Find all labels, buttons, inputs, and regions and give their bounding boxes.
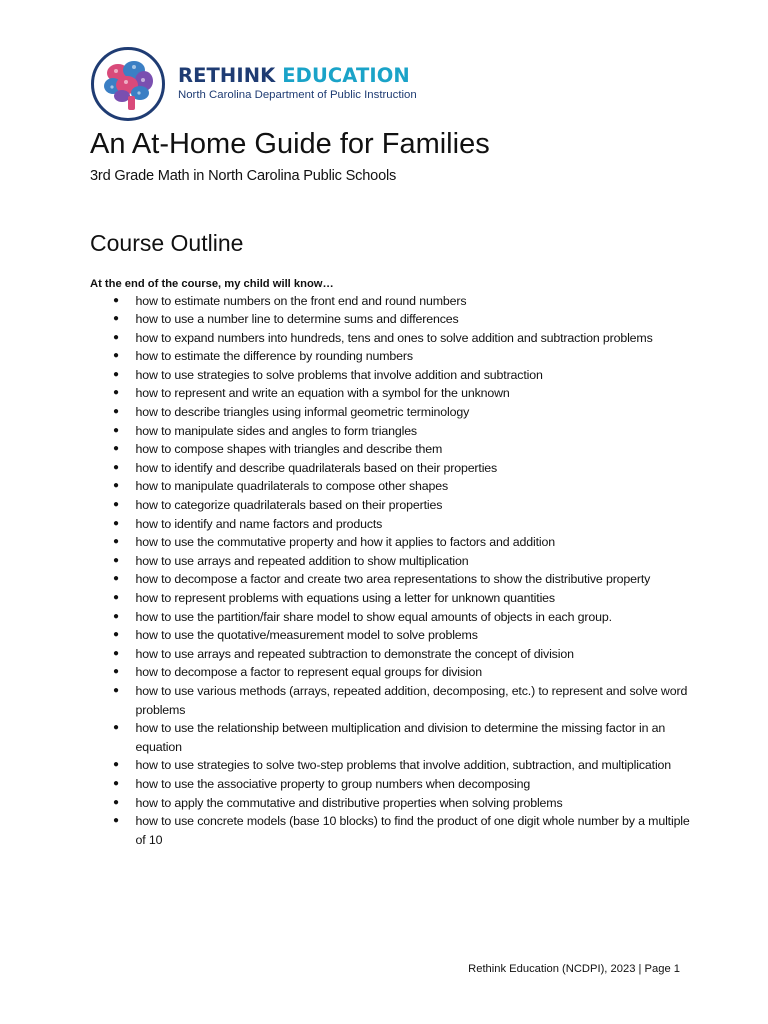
brand-name	[178, 64, 417, 88]
list-item-text: how to use a number line to determine sums and differences	[135, 312, 459, 327]
list-item	[90, 477, 690, 496]
page-footer: Rethink Education (NCDPI), 2023 | Page 1	[468, 963, 680, 975]
brain-icon	[90, 46, 166, 122]
list-item	[90, 440, 690, 459]
bullet-icon: ●	[113, 815, 119, 827]
brand-block	[178, 64, 417, 102]
list-item-text: how to use the quotative/measurement model to solve problems	[135, 628, 478, 643]
list-item-text: how to use arrays and repeated addition to show multiplication	[135, 553, 469, 568]
bullet-icon: ●	[113, 573, 119, 585]
list-item-text: how to use the commutative property and how it applies to factors and addition	[135, 535, 555, 550]
list-item	[90, 645, 690, 664]
list-item-text: how to decompose a factor to represent equal groups for division	[135, 665, 482, 680]
bullet-icon: ●	[113, 443, 119, 455]
bullet-icon: ●	[113, 536, 119, 548]
list-item	[90, 775, 690, 794]
list-item	[90, 459, 690, 478]
list-item-text: how to use arrays and repeated subtraction to demonstrate the concept of division	[135, 646, 574, 661]
bullet-icon: ●	[113, 480, 119, 492]
bullet-icon: ●	[113, 666, 119, 678]
list-item	[90, 329, 690, 348]
list-item-text: how to use the partition/fair share model to show equal amounts of objects in each group.	[135, 609, 612, 624]
bullet-icon: ●	[113, 424, 119, 436]
list-item-text: how to estimate the difference by rounding numbers	[135, 349, 413, 364]
list-item	[90, 403, 690, 422]
list-item-text: how to compose shapes with triangles and describe them	[135, 442, 443, 457]
bullet-icon: ●	[113, 592, 119, 603]
brand-name-part1: RETHINK	[178, 64, 276, 87]
list-item	[90, 626, 690, 645]
bullet-icon: ●	[113, 796, 119, 808]
list-item-text: how to use the relationship between multiplication and division to determine the missing factor in an equation	[135, 721, 666, 754]
list-item-text: how to expand numbers into hundreds, tens and ones to solve addition and subtraction problems	[135, 330, 653, 345]
list-item-text: how to identify and describe quadrilaterals based on their properties	[135, 460, 498, 475]
lead-text: At the end of the course, my child will know…	[90, 278, 334, 290]
bullet-icon: ●	[113, 684, 119, 696]
bullet-icon: ●	[113, 777, 119, 789]
list-item-text: how to apply the commutative and distributive properties when solving problems	[135, 795, 563, 810]
list-item-text: how to decompose a factor and create two area representations to show the distributive property	[135, 572, 651, 587]
list-item-text: how to identify and name factors and products	[135, 516, 383, 531]
list-item-text: how to use concrete models (base 10 blocks) to find the product of one digit whole number by a multiple of 10	[135, 814, 690, 847]
list-item	[90, 292, 690, 311]
bullet-icon: ●	[113, 294, 119, 306]
list-item	[90, 496, 690, 515]
bullet-icon: ●	[113, 368, 119, 380]
list-item-text: how to estimate numbers on the front end and round numbers	[135, 293, 467, 308]
list-item	[90, 310, 690, 329]
list-item	[90, 384, 690, 403]
bullet-icon: ●	[113, 406, 119, 418]
list-item-text: how to use various methods (arrays, repeated addition, decomposing, etc.) to represent and solve word problems	[135, 683, 688, 717]
bullet-icon: ●	[113, 499, 119, 511]
list-item	[90, 422, 690, 441]
page-title: An At-Home Guide for Families	[90, 128, 490, 160]
bullet-icon: ●	[113, 554, 119, 566]
list-item	[90, 794, 690, 813]
bullet-icon: ●	[113, 722, 119, 734]
list-item-text: how to manipulate sides and angles to form triangles	[135, 423, 417, 438]
brand-subtitle: North Carolina Department of Public Instruction	[178, 89, 417, 101]
list-item	[90, 756, 690, 775]
list-item	[90, 515, 690, 534]
list-item	[90, 347, 690, 366]
brand-name-part2: EDUCATION	[282, 64, 410, 87]
list-item-text: how to categorize quadrilaterals based on their properties	[135, 498, 443, 513]
bullet-icon: ●	[113, 350, 119, 362]
section-title: Course Outline	[90, 230, 244, 256]
list-item	[90, 552, 690, 571]
bullet-icon: ●	[113, 629, 119, 641]
list-item	[90, 608, 690, 627]
list-item-text: how to represent problems with equations using a letter for unknown quantities	[135, 591, 555, 605]
list-item	[90, 589, 690, 608]
list-item-text: how to manipulate quadrilaterals to compose other shapes	[135, 479, 449, 494]
list-item	[90, 570, 690, 589]
list-item	[90, 812, 690, 849]
list-item	[90, 719, 690, 756]
list-item	[90, 366, 690, 385]
bullet-icon: ●	[113, 387, 119, 399]
course-outline-list	[90, 292, 690, 850]
bullet-icon: ●	[113, 759, 119, 771]
list-item	[90, 682, 690, 719]
bullet-icon: ●	[113, 517, 119, 529]
list-item-text: how to use strategies to solve two-step problems that involve addition, subtraction, and multiplication	[135, 758, 672, 773]
bullet-icon: ●	[113, 461, 119, 473]
bullet-icon: ●	[113, 331, 119, 343]
page-subtitle: 3rd Grade Math in North Carolina Public Schools	[90, 168, 397, 184]
list-item	[90, 533, 690, 552]
bullet-icon: ●	[113, 647, 119, 659]
bullet-icon: ●	[113, 313, 119, 325]
list-item-text: how to represent and write an equation with a symbol for the unknown	[135, 386, 510, 401]
list-item-text: how to describe triangles using informal geometric terminology	[135, 405, 470, 420]
list-item-text: how to use the associative property to group numbers when decomposing	[135, 776, 531, 791]
list-item-text: how to use strategies to solve problems that involve addition and subtraction	[135, 367, 543, 382]
list-item	[90, 663, 690, 682]
bullet-icon: ●	[113, 610, 119, 622]
